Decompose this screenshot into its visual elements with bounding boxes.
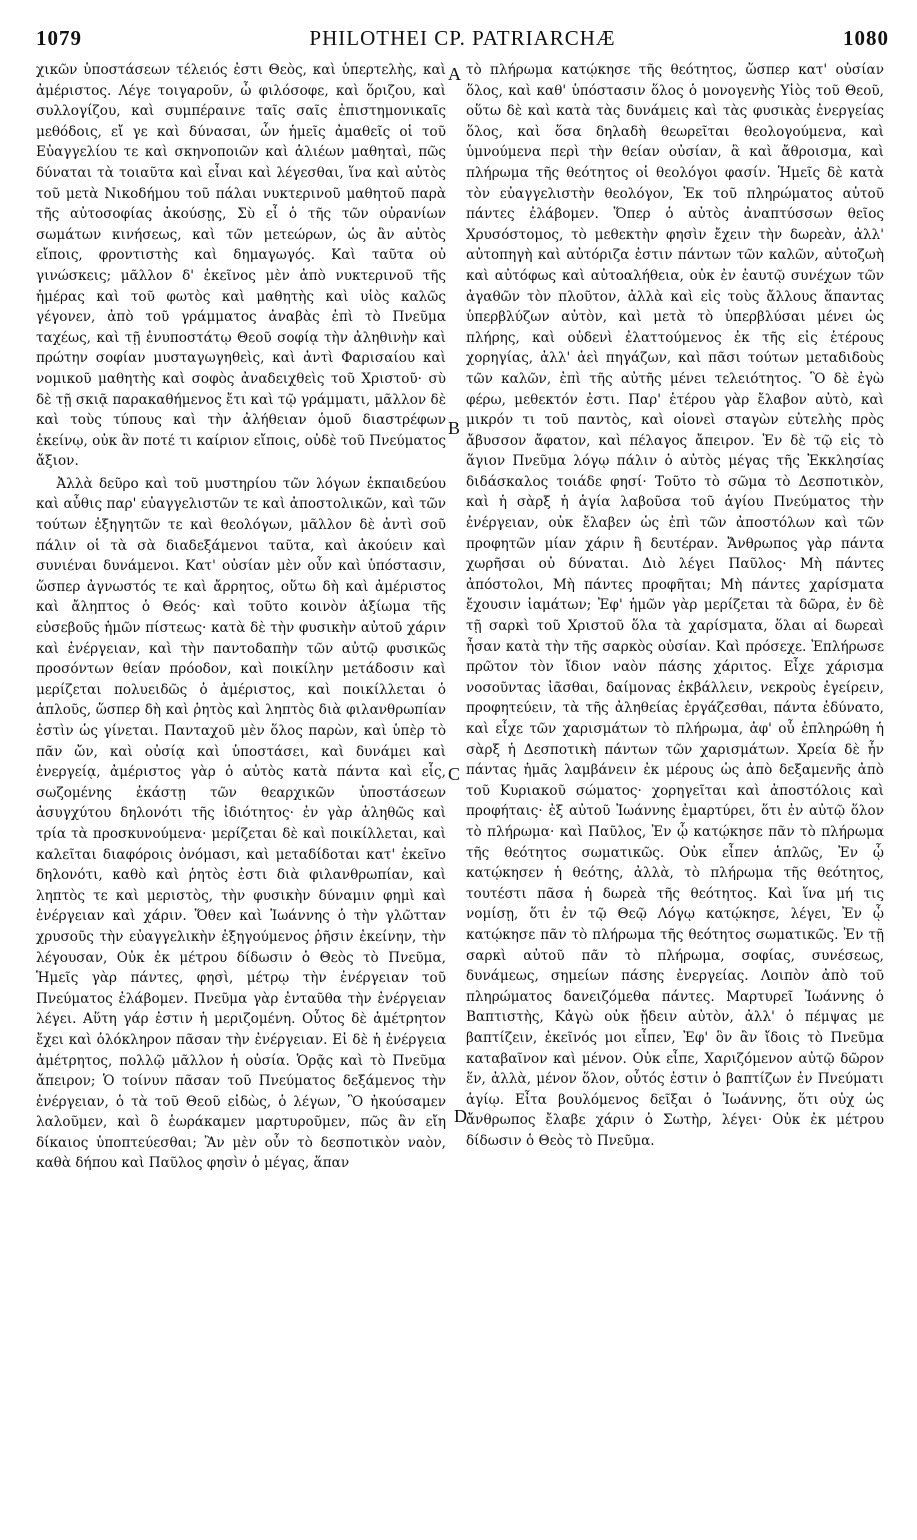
- left-paragraph-2: Ἀλλὰ δεῦρο καὶ τοῦ μυστηρίου τῶν λόγων ἐκπαιδεύου καὶ αὖθις παρ' εὐαγγελιστῶν τε καὶ ἀποστολικῶν, καὶ τῶν τούτων ἐξηγητῶν τε καὶ θεολόγων, μᾶλλον δὲ ἀντὶ σοῦ πάλιν οἱ τὰ σὰ διαδεξάμενοι ταῦτα, καὶ ἀκούειν καὶ συνιέναι δυνάμενοι. Κατ' οὐσίαν μὲν οὖν καὶ ὑπόστασιν, ὥσπερ ἀγνωστός τε καὶ ἄρρητος, οὕτω δὴ καὶ ἀμέριστος καὶ ἄληπτος ὁ Θεός· καὶ τοῦτο κοινὸν ἀξίωμα τῆς εὐσεβοῦς ἡμῶν πίστεως· κατὰ δὲ τὴν φυσικὴν αὐτοῦ χάριν καὶ ἐνέργειαν, καὶ τὴν παντοδαπὴν τῶν αὐτῷ φυσικῶς προσόντων θείαν πρόοδον, καὶ ποικίλην μετάδοσιν καὶ μερίζεται πολυειδῶς ὁ ἀμέριστος, καὶ ποικίλλεται ὁ ἁπλοῦς, ὥσπερ δὴ καὶ ῥητὸς καὶ ληπτὸς διὰ φιλανθρωπίαν ἐστὶν ὡς γίνεται. Πανταχοῦ μὲν ὅλος παρὼν, καὶ ὑπὲρ τὸ πᾶν ὤν, καὶ οὐσίᾳ καὶ ὑποστάσει, καὶ δυνάμει καὶ ἐνεργείᾳ, ἀμέριστος γὰρ ὁ αὐτὸς κατὰ πάντα καὶ εἷς, σωζομένης ἑκάστῃ τῶν θεαρχικῶν ὑποστάσεων ἀσυγχύτου δηλονότι τῆς ἰδιότητος· ἐν γὰρ ἀληθῶς καὶ τρία τὰ προσκυνούμενα· μερίζεται δὲ καὶ ποικίλλεται, καὶ καλεῖται διαφόροις ὀνόμασι, καὶ μεταδίδοται κατ' ἐκεῖνο δηλονότι, καθὸ καὶ ῥητὸς ἐστι διὰ φιλανθρωπίαν, καὶ ληπτὸς τε καὶ μεριστὸς, τὴν φυσικὴν δύναμιν φημὶ καὶ ἐνέργειαν καὶ χάριν. Ὅθεν καὶ Ἰωάννης ὁ τὴν γλῶτταν χρυσοῦς τὴν εὐαγγελικὴν ἐξηγούμενος ῥῆσιν ἐκείνην, τὴν λέγουσαν, Οὐκ ἐκ μέτρου δίδωσιν ὁ Θεὸς τὸ Πνεῦμα, Ἡμεῖς γὰρ πάντες, φησὶ, μέτρῳ τὴν ἐνέργειαν τοῦ Πνεύματος ἐλάβομεν. Πνεῦμα γὰρ ἐνταῦθα τὴν ἐνέργειαν λέγει. Αὕτη γάρ ἐστιν ἡ μεριζομένη. Οὗτος δὲ ἀμέτρητον ἔχει καὶ ὁλόκληρον πᾶσαν τὴν ἐνέργειαν. Εἰ δὲ ἡ ἐνέργεια ἀμέτρητος, πολλῷ μᾶλλον ἡ οὐσία. Ὁρᾷς καὶ τὸ Πνεῦμα ἄπειρον; Ὁ τοίνυν πᾶσαν τοῦ Πνεύματος δεξάμενος τὴν ἐνέργειαν, ὁ τὰ τοῦ Θεοῦ εἰδὼς, ὁ λέγων, Ὃ ἠκούσαμεν λαλοῦμεν, καὶ ὃ ἑωράκαμεν μαρτυροῦμεν, πῶς ἂν εἴη δίκαιος ὑποπτεύεσθαι; Ἂν μὲν οὖν τὸ δεσποτικὸν ναὸν, καθὰ δήπου καὶ Παῦλος φησὶν ὁ μέγας, ἅπαν: [36, 475, 446, 1172]
- left-paragraph-1: χικῶν ὑποστάσεων τέλειός ἐστι Θεὸς, καὶ ὑπερτελὴς, καὶ ἀμέριστος. Λέγε τοιγαροῦν, ὦ φιλόσοφε, καὶ ὅριζου, καὶ συλλογίζου, καὶ συμπέραινε ταῖς σαῖς ἐπιστημονικαῖς μεθόδοις, εἴ γε καὶ δύνασαι, ὧν ἡμεῖς ἀμαθεῖς οἱ τοῦ Εὐαγγελίου τε καὶ σκηνοποιῶν καὶ ἁλιέων μαθηταὶ, πῶς δύναται τὰ τοιαῦτα καὶ εἶναι καὶ λέγεσθαι, ἵνα καὶ αὐτὸς τοῦ μετὰ Νικοδήμου τοῦ πάλαι νυκτερινοῦ μαθητοῦ παρὰ τῆς αὐτοσοφίας ἀκούσῃς, Σὺ εἶ ὁ τῆς τῶν οὐρανίων σωμάτων κινήσεως, καὶ τῶν μετεώρων, ὡς ἂν αὐτὸς εἴποις, φροντιστὴς καὶ δημαγωγός. Καὶ ταῦτα οὐ γινώσκεις; μᾶλλον δ' ἐκεῖνος μὲν ἀπὸ νυκτερινοῦ τῆς ἡμέρας καὶ τοῦ φωτὸς καὶ μαθητὴς καὶ υἱὸς καλῶς γέγονεν, ἀπὸ τοῦ γράμματος ἀναβὰς ἐπὶ τὸ Πνεῦμα ταχέως, καὶ τῇ ἐνυποστάτῳ Θεοῦ σοφίᾳ τὴν ἀληθινὴν καὶ πρώτην σοφίαν μυσταγωγηθεὶς, καὶ ἀντὶ Φαρισαίου καὶ νομικοῦ μαθητὴς καὶ σοφὸς ἀναδειχθεὶς τοῦ Χριστοῦ· σὺ δὲ τῇ σκιᾷ παρακαθήμενος ἔτι καὶ τῷ γράμματι, μᾶλλον δὲ καὶ τοὺς τύπους καὶ τὴν ἀλήθειαν ὁμοῦ διαστρέφων ἐκείνῳ, οὐκ ἂν ποτέ τι καίριον εἴποις, οὐδὲ τοῦ Πνεύματος ἄξιον.: [36, 62, 446, 470]
- running-head: [36, 26, 889, 58]
- right-paragraph-1: τὸ πλήρωμα κατῴκησε τῆς θεότητος, ὥσπερ κατ' οὐσίαν ὅλος, καὶ καθ' ὑπόστασιν ὅλος ὁ μονογενὴς Υἱὸς τοῦ Θεοῦ, οὕτω δὲ καὶ κατὰ τὰς δυνάμεις καὶ τὰς φυσικὰς ἐνεργείας ὅλος, καὶ ὅσα δηλαδὴ θεωρεῖται θεολογούμενα, καὶ ὑμνούμενα περὶ τὴν θείαν οὐσίαν, ἃ καὶ ἄθροισμα, καὶ πλήρωμα τῆς θεότητος οἱ θεολόγοι φασίν. Ἡμεῖς δὲ κατὰ τὸν εὐαγγελιστὴν θεολόγον, Ἐκ τοῦ πληρώματος αὐτοῦ πάντες ἐλάβομεν. Ὅπερ ὁ αὐτὸς ἀναπτύσσων θεῖος Χρυσόστομος, τὸ μεθεκτὴν φησὶν ἔχειν τὴν δωρεὰν, ἀλλ' αὐτοπηγὴ καὶ αὐτόριζα ἐστιν πάντων τῶν καλῶν, αὐτοζωὴ καὶ αὐτόφως καὶ αὐτοαλήθεια, οὐκ ἐν ἑαυτῷ συνέχων τῶν ἀγαθῶν τὸν πλοῦτον, ἀλλὰ καὶ εἰς τοὺς ἄλλους ἅπαντας ὑπερβλύζων αὐτὸν, καὶ μετὰ τὸ ὑπερβλύσαι μένει ὡς πλήρης, καὶ οὐδενὶ ἐλαττούμενος ἐκ τῆς εἰς ἑτέρους χορηγίας, ἀλλ' ἀεὶ πηγάζων, καὶ πᾶσι τούτων μεταδιδοὺς τῶν καλῶν, ἐπὶ τῆς αὐτῆς μένει τελειότητος. Ὃ δὲ ἐγὼ φέρω, μεθεκτόν ἐστι. Παρ' ἑτέρου γὰρ ἔλαβον αὐτὸ, καὶ μικρόν τι τοῦ παντὸς, καὶ οἱονεὶ σταγὼν εὐτελὴς πρὸς ἄβυσσον ἄφατον, καὶ πέλαγος ἄπειρον. Ἐν δὲ τῷ εἰς τὸ ἅγιον Πνεῦμα λόγῳ πάλιν ὁ αὐτὸς μέγας τῆς Ἐκκλησίας διδάσκαλος τοιάδε φησί· Τοῦτο τὸ σῶμα τὸ Δεσποτικὸν, καὶ ἡ σὰρξ ἡ ἁγία λαβοῦσα τοῦ ἁγίου Πνεύματος τὴν ἐνέργειαν, οὐκ ἔλαβεν ὡς ἐπὶ τῶν ἀποστόλων καὶ τῶν προφητῶν μίαν χάριν ἢ δευτέραν. Ἄνθρωπος γὰρ πάντα χωρῆσαι οὐ δύναται. Διὸ λέγει Παῦλος· Μὴ πάντες ἀπόστολοι, Μὴ πάντες προφῆται; Μὴ πάντες χαρίσματα ἔχουσιν ἰαμάτων; Ἐφ' ἡμῶν γὰρ μερίζεται τὰ δῶρα, ἐν δὲ τῇ σαρκὶ τοῦ Χριστοῦ ὅλα τὰ χαρίσματα, ὅλαι αἱ δωρεαὶ ἦσαν κατὰ τὴν τῆς σαρκὸς οὐσίαν. Καὶ πρόσεχε. Ἐπλήρωσε πρῶτον τὸν ἴδιον ναὸν πάσης χάριτος. Εἶχε χάρισμα νοσοῦντας ἰᾶσθαι, δαίμονας ἐκβάλλειν, νεκροὺς ἐγείρειν, προφητεύειν, τὰ τῆς ἀληθείας ἐργάζεσθαι, πάντα ἐδύνατο, καὶ εἶχε τῶν χαρισμάτων τὸ πλήρωμα, ἀφ' οὗ ἐπληρώθη ἡ σὰρξ ἡ Δεσποτικὴ πάντων τῶν χαρισμάτων. Χρεία δὲ ἦν πάντας ἡμᾶς λαμβάνειν ἐκ μέρους ὡς ἀπὸ δεξαμενῆς ἀπὸ τοῦ Κυριακοῦ σώματος· χορηγεῖται καὶ ἀποστόλοις καὶ προφήταις· ἐξ αὐτοῦ Ἰωάννης ἐμαρτύρει, ὅτι ἐν αὐτῷ ὅλον τὸ πλήρωμα· καὶ Παῦλος, Ἐν ᾧ κατῴκησε πᾶν τὸ πλήρωμα τῆς θεότητος σωματικῶς. Οὐκ εἶπεν ἁπλῶς, Ἐν ᾧ κατῴκησεν ἡ θεότης, ἀλλὰ, τὸ πλήρωμα τῆς θεότητος, τουτέστι πᾶσα ἡ δωρεὰ τῆς θεότητος. Καὶ ἵνα μή τις νομίσῃ, ὅτι ἐν τῷ Θεῷ Λόγῳ κατῴκησε, λέγει, Ἐν ᾧ κατῴκησε πᾶν τὸ πλήρωμα τῆς θεότητος σωματικῶς. Ἐν τῇ σαρκὶ αὐτοῦ πᾶν τὸ πλήρωμα, σοφίας, συνέσεως, δυνάμεως, σημείων πάσης ἐνεργείας. Λοιπὸν ἀπὸ τοῦ πληρώματος δανειζόμεθα πάντες. Μαρτυρεῖ Ἰωάννης ὁ Βαπτιστὴς, Κἀγὼ οὐκ ᾔδειν αὐτὸν, ἀλλ' ὁ πέμψας με βαπτίζειν, ἐκεῖνός μοι εἶπεν, Ἐφ' ὃν ἂν ἴδοις τὸ Πνεῦμα καταβαῖνον καὶ μένον. Οὐκ εἶπε, Χαριζόμενον αὐτῷ δῶρον ἕν, ἀλλὰ, μένον ὅλον, οὗτός ἐστιν ὁ βαπτίζων ἐν Πνεύματι ἁγίῳ. Εἶτα βουλόμενος δεῖξαι ὁ Ἰωάννης, ὅτι οὐχ ὡς ἄνθρωπος ἔλαβε χάριν ὁ Σωτὴρ, λέγει· Οὐκ ἐκ μέτρου δίδωσιν ὁ Θεὸς τὸ Πνεῦμα.: [466, 62, 884, 1149]
- margin-letter-d: D: [454, 1106, 467, 1126]
- margin-letter-b: B: [448, 418, 461, 438]
- left-column: [36, 60, 446, 1174]
- running-title: PHILOTHEI CP. PATRIARCHÆ: [309, 26, 616, 50]
- page-number-left: 1079: [36, 26, 82, 50]
- page-number-right: 1080: [843, 26, 889, 50]
- margin-letter-c: C: [448, 764, 461, 784]
- right-column: [466, 60, 884, 1151]
- margin-letter-a: A: [448, 64, 461, 84]
